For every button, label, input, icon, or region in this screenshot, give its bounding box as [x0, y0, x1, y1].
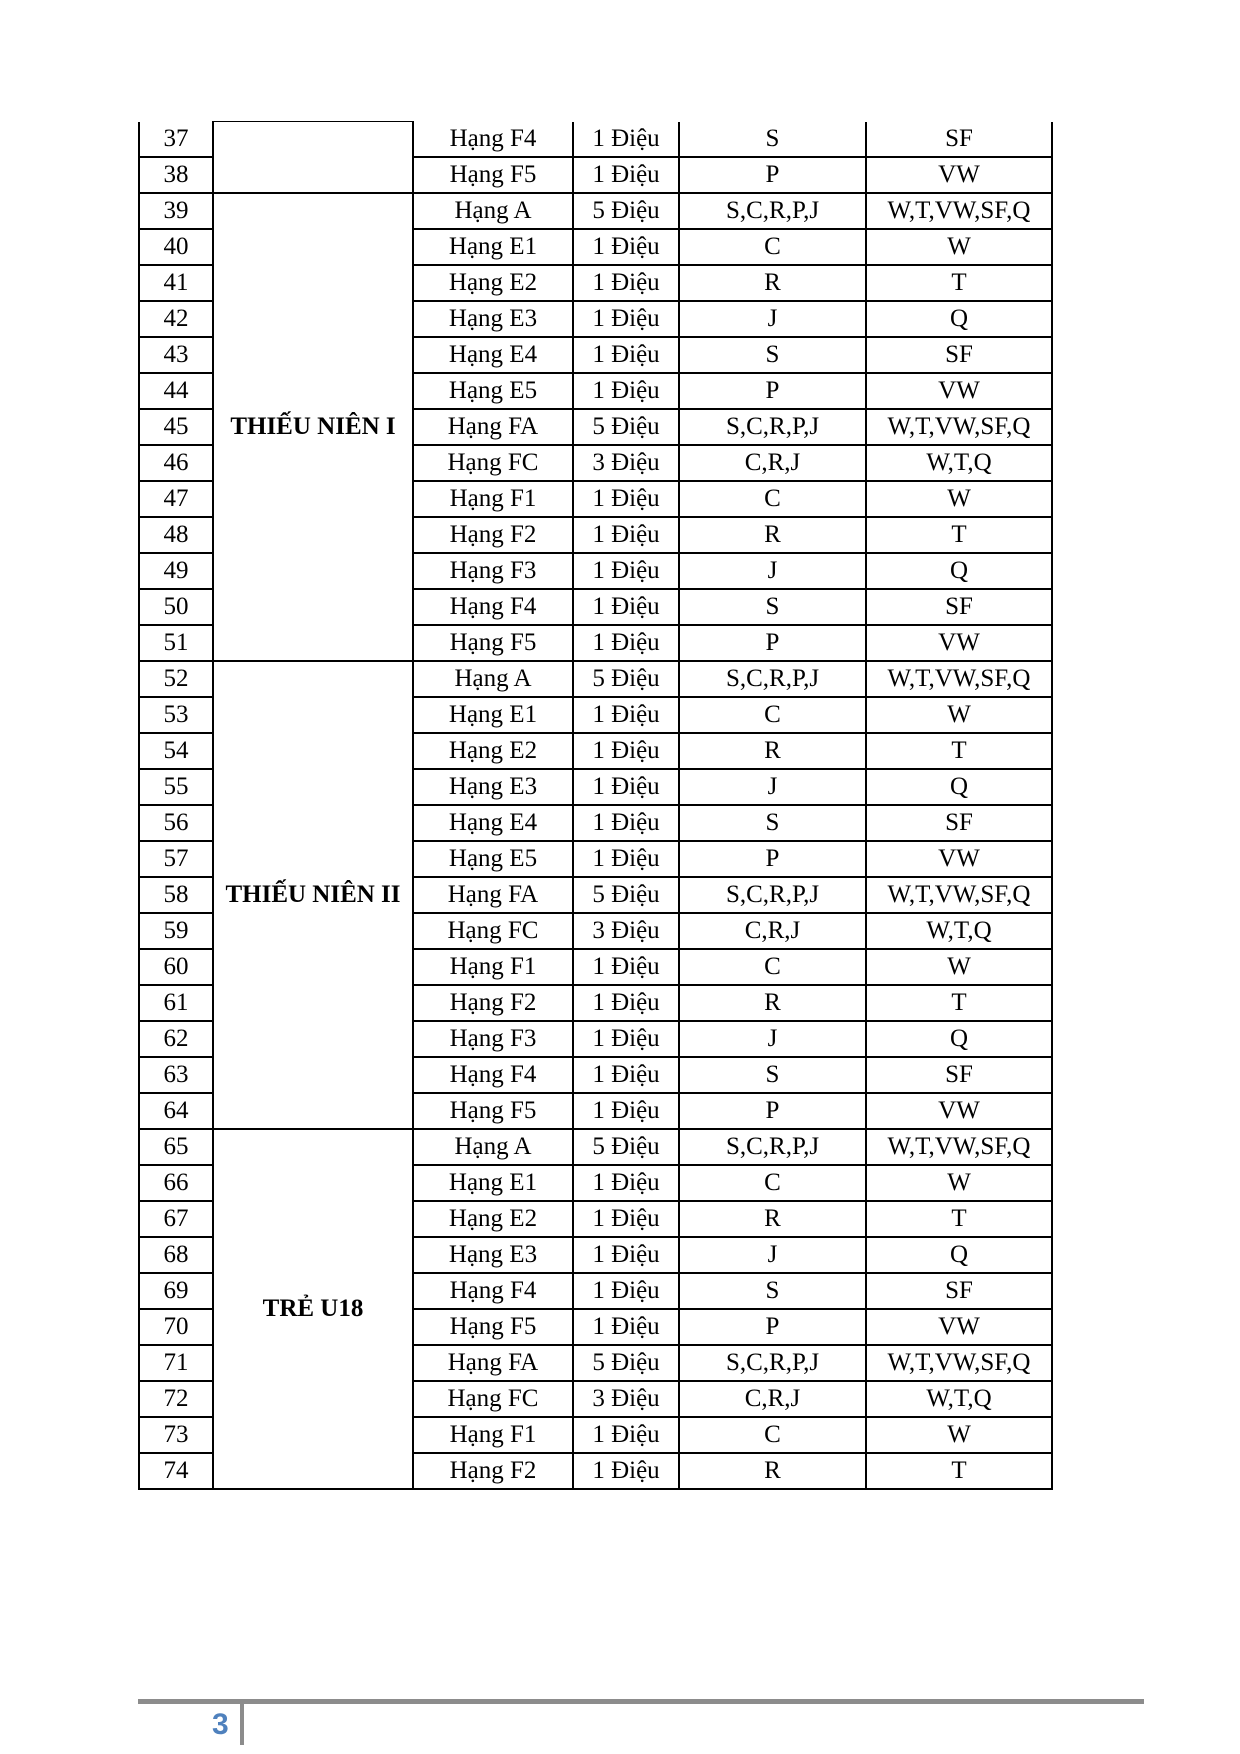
dance-count-cell: 1 Điệu	[573, 1453, 679, 1489]
latin-dances-cell: T	[866, 733, 1052, 769]
standard-dances-cell: J	[679, 301, 866, 337]
row-number-cell: 67	[139, 1201, 213, 1237]
category-cell: Hạng E3	[413, 301, 573, 337]
row-number-cell: 42	[139, 301, 213, 337]
latin-dances-cell: Q	[866, 553, 1052, 589]
category-cell: Hạng E2	[413, 1201, 573, 1237]
category-cell: Hạng F3	[413, 553, 573, 589]
dance-count-cell: 1 Điệu	[573, 805, 679, 841]
age-group-cell	[213, 122, 413, 193]
latin-dances-cell: SF	[866, 122, 1052, 157]
latin-dances-cell: W,T,VW,SF,Q	[866, 877, 1052, 913]
latin-dances-cell: VW	[866, 1309, 1052, 1345]
dance-count-cell: 1 Điệu	[573, 265, 679, 301]
standard-dances-cell: J	[679, 1237, 866, 1273]
standard-dances-cell: S	[679, 122, 866, 157]
category-cell: Hạng E4	[413, 337, 573, 373]
category-cell: Hạng FC	[413, 445, 573, 481]
table-row	[139, 122, 1052, 157]
row-number-cell: 74	[139, 1453, 213, 1489]
row-number-cell: 56	[139, 805, 213, 841]
latin-dances-cell: VW	[866, 157, 1052, 193]
row-number-cell: 64	[139, 1093, 213, 1129]
dance-count-cell: 1 Điệu	[573, 157, 679, 193]
standard-dances-cell: C,R,J	[679, 445, 866, 481]
standard-dances-cell: S	[679, 589, 866, 625]
standard-dances-cell: C	[679, 229, 866, 265]
dance-count-cell: 1 Điệu	[573, 589, 679, 625]
row-number-cell: 73	[139, 1417, 213, 1453]
dance-count-cell: 1 Điệu	[573, 229, 679, 265]
dance-count-cell: 1 Điệu	[573, 337, 679, 373]
latin-dances-cell: T	[866, 985, 1052, 1021]
standard-dances-cell: J	[679, 553, 866, 589]
latin-dances-cell: W	[866, 949, 1052, 985]
category-cell: Hạng A	[413, 1129, 573, 1165]
competition-table	[138, 121, 1053, 1490]
standard-dances-cell: R	[679, 985, 866, 1021]
standard-dances-cell: R	[679, 1201, 866, 1237]
footer-rule	[138, 1699, 1144, 1704]
category-cell: Hạng F4	[413, 589, 573, 625]
dance-count-cell: 3 Điệu	[573, 445, 679, 481]
latin-dances-cell: W,T,VW,SF,Q	[866, 1129, 1052, 1165]
dance-count-cell: 5 Điệu	[573, 1129, 679, 1165]
category-cell: Hạng FA	[413, 877, 573, 913]
footer-divider	[240, 1699, 244, 1745]
dance-count-cell: 1 Điệu	[573, 625, 679, 661]
dance-count-cell: 1 Điệu	[573, 733, 679, 769]
row-number-cell: 38	[139, 157, 213, 193]
category-cell: Hạng E1	[413, 1165, 573, 1201]
standard-dances-cell: R	[679, 517, 866, 553]
table-row	[139, 193, 1052, 229]
dance-count-cell: 1 Điệu	[573, 517, 679, 553]
standard-dances-cell: C	[679, 1165, 866, 1201]
dance-count-cell: 1 Điệu	[573, 1201, 679, 1237]
latin-dances-cell: SF	[866, 805, 1052, 841]
standard-dances-cell: R	[679, 1453, 866, 1489]
dance-count-cell: 5 Điệu	[573, 409, 679, 445]
standard-dances-cell: C,R,J	[679, 913, 866, 949]
dance-count-cell: 1 Điệu	[573, 769, 679, 805]
category-cell: Hạng E2	[413, 733, 573, 769]
category-cell: Hạng F2	[413, 985, 573, 1021]
standard-dances-cell: S,C,R,P,J	[679, 1345, 866, 1381]
category-cell: Hạng E5	[413, 841, 573, 877]
category-cell: Hạng E3	[413, 769, 573, 805]
category-cell: Hạng F1	[413, 1417, 573, 1453]
row-number-cell: 72	[139, 1381, 213, 1417]
dance-count-cell: 1 Điệu	[573, 1021, 679, 1057]
row-number-cell: 39	[139, 193, 213, 229]
category-cell: Hạng F5	[413, 1309, 573, 1345]
dance-count-cell: 3 Điệu	[573, 1381, 679, 1417]
standard-dances-cell: C	[679, 1417, 866, 1453]
standard-dances-cell: S	[679, 805, 866, 841]
category-cell: Hạng F5	[413, 1093, 573, 1129]
latin-dances-cell: W	[866, 1417, 1052, 1453]
category-cell: Hạng E2	[413, 265, 573, 301]
category-cell: Hạng E3	[413, 1237, 573, 1273]
dance-count-cell: 5 Điệu	[573, 877, 679, 913]
standard-dances-cell: P	[679, 841, 866, 877]
latin-dances-cell: Q	[866, 1237, 1052, 1273]
row-number-cell: 71	[139, 1345, 213, 1381]
age-group-cell: TRẺ U18	[213, 1129, 413, 1489]
row-number-cell: 49	[139, 553, 213, 589]
standard-dances-cell: J	[679, 769, 866, 805]
row-number-cell: 60	[139, 949, 213, 985]
dance-count-cell: 1 Điệu	[573, 1309, 679, 1345]
row-number-cell: 53	[139, 697, 213, 733]
row-number-cell: 69	[139, 1273, 213, 1309]
latin-dances-cell: T	[866, 517, 1052, 553]
dance-count-cell: 1 Điệu	[573, 481, 679, 517]
latin-dances-cell: T	[866, 1201, 1052, 1237]
standard-dances-cell: P	[679, 1093, 866, 1129]
dance-count-cell: 1 Điệu	[573, 697, 679, 733]
row-number-cell: 63	[139, 1057, 213, 1093]
dance-count-cell: 1 Điệu	[573, 949, 679, 985]
latin-dances-cell: W,T,Q	[866, 913, 1052, 949]
latin-dances-cell: W,T,VW,SF,Q	[866, 661, 1052, 697]
row-number-cell: 55	[139, 769, 213, 805]
latin-dances-cell: VW	[866, 625, 1052, 661]
row-number-cell: 46	[139, 445, 213, 481]
latin-dances-cell: W	[866, 1165, 1052, 1201]
dance-count-cell: 3 Điệu	[573, 913, 679, 949]
row-number-cell: 57	[139, 841, 213, 877]
category-cell: Hạng F5	[413, 157, 573, 193]
category-cell: Hạng F4	[413, 1273, 573, 1309]
row-number-cell: 65	[139, 1129, 213, 1165]
category-cell: Hạng F1	[413, 949, 573, 985]
category-cell: Hạng F4	[413, 122, 573, 157]
table-body	[139, 122, 1052, 1489]
standard-dances-cell: P	[679, 157, 866, 193]
dance-count-cell: 1 Điệu	[573, 301, 679, 337]
dance-count-cell: 5 Điệu	[573, 1345, 679, 1381]
standard-dances-cell: C	[679, 949, 866, 985]
row-number-cell: 61	[139, 985, 213, 1021]
standard-dances-cell: S,C,R,P,J	[679, 1129, 866, 1165]
category-cell: Hạng FC	[413, 1381, 573, 1417]
category-cell: Hạng FA	[413, 1345, 573, 1381]
latin-dances-cell: VW	[866, 1093, 1052, 1129]
table-row	[139, 1129, 1052, 1165]
latin-dances-cell: VW	[866, 841, 1052, 877]
latin-dances-cell: Q	[866, 1021, 1052, 1057]
row-number-cell: 62	[139, 1021, 213, 1057]
dance-count-cell: 5 Điệu	[573, 661, 679, 697]
latin-dances-cell: Q	[866, 301, 1052, 337]
latin-dances-cell: SF	[866, 337, 1052, 373]
category-cell: Hạng E1	[413, 229, 573, 265]
standard-dances-cell: C	[679, 481, 866, 517]
age-group-cell: THIẾU NIÊN II	[213, 661, 413, 1129]
category-cell: Hạng FA	[413, 409, 573, 445]
standard-dances-cell: P	[679, 1309, 866, 1345]
latin-dances-cell: W,T,VW,SF,Q	[866, 193, 1052, 229]
standard-dances-cell: P	[679, 625, 866, 661]
category-cell: Hạng F2	[413, 1453, 573, 1489]
row-number-cell: 50	[139, 589, 213, 625]
standard-dances-cell: S	[679, 1057, 866, 1093]
standard-dances-cell: S,C,R,P,J	[679, 409, 866, 445]
latin-dances-cell: W,T,VW,SF,Q	[866, 1345, 1052, 1381]
dance-count-cell: 1 Điệu	[573, 841, 679, 877]
row-number-cell: 45	[139, 409, 213, 445]
category-cell: Hạng F1	[413, 481, 573, 517]
row-number-cell: 58	[139, 877, 213, 913]
row-number-cell: 37	[139, 122, 213, 157]
standard-dances-cell: S,C,R,P,J	[679, 877, 866, 913]
dance-count-cell: 1 Điệu	[573, 1093, 679, 1129]
row-number-cell: 43	[139, 337, 213, 373]
category-cell: Hạng A	[413, 661, 573, 697]
latin-dances-cell: W,T,Q	[866, 1381, 1052, 1417]
category-cell: Hạng E1	[413, 697, 573, 733]
row-number-cell: 54	[139, 733, 213, 769]
row-number-cell: 70	[139, 1309, 213, 1345]
latin-dances-cell: W	[866, 229, 1052, 265]
category-cell: Hạng E5	[413, 373, 573, 409]
latin-dances-cell: SF	[866, 1057, 1052, 1093]
standard-dances-cell: C	[679, 697, 866, 733]
standard-dances-cell: R	[679, 265, 866, 301]
row-number-cell: 44	[139, 373, 213, 409]
latin-dances-cell: W,T,Q	[866, 445, 1052, 481]
row-number-cell: 41	[139, 265, 213, 301]
dance-count-cell: 5 Điệu	[573, 193, 679, 229]
age-group-cell: THIẾU NIÊN I	[213, 193, 413, 661]
latin-dances-cell: Q	[866, 769, 1052, 805]
category-cell: Hạng E4	[413, 805, 573, 841]
dance-count-cell: 1 Điệu	[573, 1273, 679, 1309]
standard-dances-cell: S	[679, 337, 866, 373]
latin-dances-cell: W,T,VW,SF,Q	[866, 409, 1052, 445]
dance-count-cell: 1 Điệu	[573, 1237, 679, 1273]
row-number-cell: 59	[139, 913, 213, 949]
row-number-cell: 68	[139, 1237, 213, 1273]
dance-count-cell: 1 Điệu	[573, 1057, 679, 1093]
standard-dances-cell: R	[679, 733, 866, 769]
category-cell: Hạng F5	[413, 625, 573, 661]
latin-dances-cell: SF	[866, 1273, 1052, 1309]
row-number-cell: 66	[139, 1165, 213, 1201]
standard-dances-cell: S	[679, 1273, 866, 1309]
latin-dances-cell: W	[866, 481, 1052, 517]
dance-count-cell: 1 Điệu	[573, 122, 679, 157]
table-row	[139, 661, 1052, 697]
row-number-cell: 52	[139, 661, 213, 697]
row-number-cell: 51	[139, 625, 213, 661]
page-number: 3	[212, 1708, 229, 1741]
row-number-cell: 40	[139, 229, 213, 265]
category-cell: Hạng A	[413, 193, 573, 229]
latin-dances-cell: W	[866, 697, 1052, 733]
standard-dances-cell: S,C,R,P,J	[679, 661, 866, 697]
category-cell: Hạng F2	[413, 517, 573, 553]
row-number-cell: 48	[139, 517, 213, 553]
dance-count-cell: 1 Điệu	[573, 1417, 679, 1453]
standard-dances-cell: J	[679, 1021, 866, 1057]
category-cell: Hạng FC	[413, 913, 573, 949]
latin-dances-cell: VW	[866, 373, 1052, 409]
row-number-cell: 47	[139, 481, 213, 517]
standard-dances-cell: P	[679, 373, 866, 409]
dance-count-cell: 1 Điệu	[573, 1165, 679, 1201]
latin-dances-cell: T	[866, 265, 1052, 301]
latin-dances-cell: T	[866, 1453, 1052, 1489]
latin-dances-cell: SF	[866, 589, 1052, 625]
category-cell: Hạng F4	[413, 1057, 573, 1093]
dance-count-cell: 1 Điệu	[573, 373, 679, 409]
standard-dances-cell: S,C,R,P,J	[679, 193, 866, 229]
dance-count-cell: 1 Điệu	[573, 553, 679, 589]
category-cell: Hạng F3	[413, 1021, 573, 1057]
standard-dances-cell: C,R,J	[679, 1381, 866, 1417]
dance-count-cell: 1 Điệu	[573, 985, 679, 1021]
